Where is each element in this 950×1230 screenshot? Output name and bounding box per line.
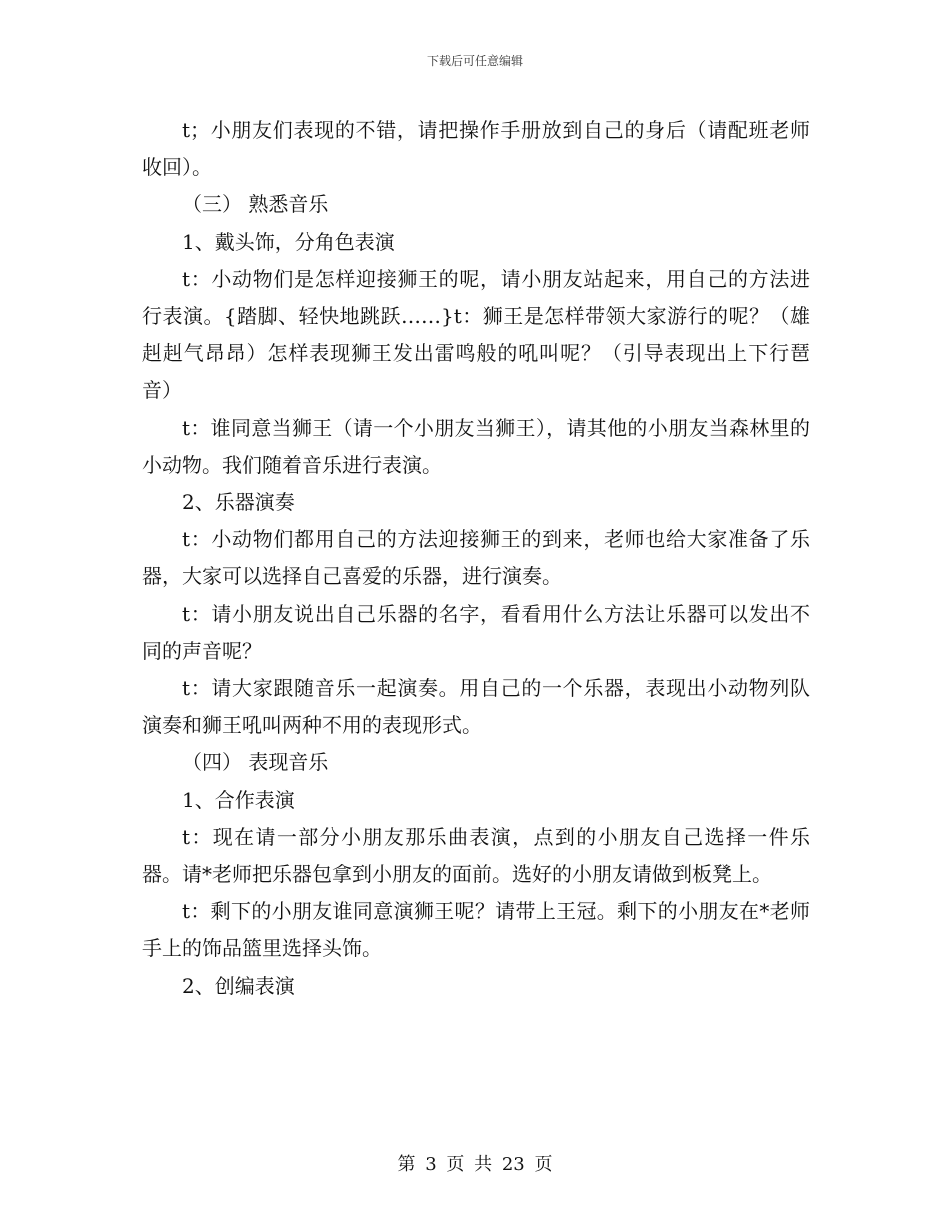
paragraph-8: t：剩下的小朋友谁同意演狮王呢？请带上王冠。剩下的小朋友在*老师手上的饰品篮里选择头饰。 bbox=[142, 899, 810, 961]
page-header: 下载后可任意编辑 bbox=[426, 54, 523, 68]
paragraph-7: t：现在请一部分小朋友那乐曲表演，点到的小朋友自己选择一件乐器。请*老师把乐器包拿到小朋友的面前。选好的小朋友请做到板凳上。 bbox=[142, 824, 810, 887]
section-heading-4: （四） 表现音乐 bbox=[182, 750, 329, 775]
subheading-1-headwear: 1、戴头饰，分角色表演 bbox=[182, 229, 395, 254]
subheading-1-cooperation: 1、合作表演 bbox=[182, 787, 295, 812]
paragraph-1: t；小朋友们表现的不错，请把操作手册放到自己的身后（请配班老师收回）。 bbox=[142, 118, 810, 180]
paragraph-4: t：小动物们都用自己的方法迎接狮王的到来，老师也给大家准备了乐器，大家可以选择自己喜爱的乐器，进行演奏。 bbox=[142, 527, 810, 589]
document-body bbox=[142, 112, 810, 1005]
paragraph-5: t：请小朋友说出自己乐器的名字，看看用什么方法让乐器可以发出不同的声音呢？ bbox=[142, 601, 810, 663]
paragraph-3: t：谁同意当狮王（请一个小朋友当狮王），请其他的小朋友当森林里的小动物。我们随着音乐进行表演。 bbox=[142, 415, 810, 477]
page-number-footer: 第 3 页 共 23 页 bbox=[397, 1154, 553, 1175]
subheading-2-creative: 2、创编表演 bbox=[182, 973, 295, 998]
section-heading-3: （三） 熟悉音乐 bbox=[182, 192, 329, 217]
paragraph-6: t：请大家跟随音乐一起演奏。用自己的一个乐器，表现出小动物列队演奏和狮王吼叫两种不用的表现形式。 bbox=[142, 676, 810, 738]
subheading-2-instruments: 2、乐器演奏 bbox=[182, 490, 295, 515]
paragraph-2: t：小动物们是怎样迎接狮王的呢，请小朋友站起来，用自己的方法进行表演。{踏脚、轻快地跳跃……}t：狮王是怎样带领大家游行的呢？（雄赳赳气昂昂）怎样表现狮王发出雷鸣般的吼叫呢？（引导表现出上下行琶音） bbox=[142, 266, 810, 403]
